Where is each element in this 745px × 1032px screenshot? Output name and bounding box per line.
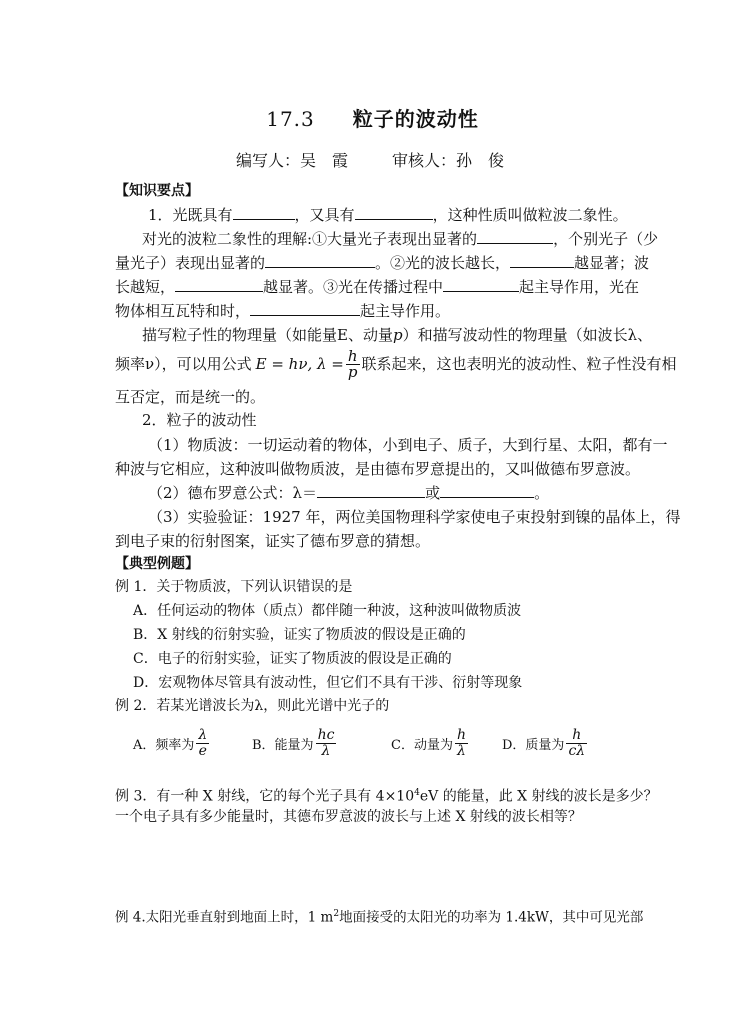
blank[interactable]	[233, 204, 295, 220]
matter-wave-line-2: 种波与它相应，这种波叫做物质波，是由德布罗意提出的，又叫做德布罗意波。	[115, 460, 641, 478]
fraction	[196, 728, 209, 759]
text: ，个别光子（少	[553, 230, 659, 248]
text: 例 3．有一种 X 射线，它的每个光子具有 4×10	[115, 788, 415, 805]
text: 起主导作用。	[360, 302, 451, 320]
text: ）和描写波动性的物理量（如波长λ、	[402, 326, 653, 344]
experiment-line-2: 到电子束的衍射图案，证实了德布罗意的猜想。	[115, 532, 431, 550]
text: 。②光的波长越长，	[375, 254, 511, 272]
option-label: A．频率为	[133, 738, 195, 753]
blank[interactable]	[265, 252, 375, 268]
formula: E = hν, λ =	[255, 354, 344, 373]
text: 例 4.太阳光垂直射到地面上时，1 m	[115, 909, 334, 926]
text: 。	[534, 484, 550, 502]
quantities-line-2	[115, 343, 677, 385]
text: 描写粒子性的物理量（如能量E、动量	[142, 326, 393, 344]
quantities-line-3: 互否定，而是统一的。	[115, 388, 266, 406]
numerator: h	[347, 346, 358, 365]
option-label: D．质量为	[502, 738, 565, 753]
blank[interactable]	[477, 228, 553, 244]
duality-line-2	[115, 252, 649, 275]
example-1-option-b[interactable]: B．X 射线的衍射实验，证实了物质波的假设是正确的	[133, 627, 466, 643]
text: eV 的能量，此 X 射线的波长是多少？	[419, 788, 658, 805]
wave-nature-heading: 2．粒子的波动性	[142, 411, 257, 429]
text: 地面接受的太阳光的功率为 1.4kW，其中可见光部	[339, 909, 644, 926]
section-examples-heading: 【典型例题】	[115, 556, 199, 572]
author-line	[236, 148, 504, 171]
text: 1．光既具有	[148, 206, 233, 224]
blank[interactable]	[317, 482, 425, 498]
numerator: hc	[317, 727, 335, 743]
denominator: cλ	[568, 743, 586, 759]
experiment-line-1: （3）实验验证：1927 年，两位美国物理科学家使电子束投射到镍的晶体上，得	[148, 508, 681, 526]
page-title	[0, 103, 745, 132]
example-1-option-d[interactable]: D．宏观物体尽管具有波动性，但它们不具有干涉、衍射等现象	[133, 675, 523, 691]
blank[interactable]	[510, 252, 574, 268]
example-1-option-a[interactable]: A．任何运动的物体（质点）都伴随一种波，这种波叫做物质波	[133, 603, 522, 619]
blank[interactable]	[355, 204, 433, 220]
text: 频率ν），可以用公式	[115, 354, 252, 373]
numerator: h	[566, 728, 587, 744]
text: 起主导作用，光在	[519, 278, 640, 296]
text: 越显著；波	[574, 254, 650, 272]
text: 对光的波粒二象性的理解:①大量光子表现出显著的	[142, 230, 478, 248]
fraction-h-over-p	[346, 346, 360, 381]
denominator: e	[198, 743, 207, 759]
text: 量光子）表现出显著的	[115, 254, 266, 272]
blank[interactable]	[443, 276, 519, 292]
denominator: p	[347, 362, 358, 381]
section-knowledge-heading: 【知识要点】	[115, 183, 199, 199]
denominator: λ	[321, 743, 331, 759]
matter-wave-line-1: （1）物质波：一切运动着的物体，小到电子、质子，大到行星、太阳，都有一	[148, 436, 668, 454]
duality-line-3	[115, 276, 639, 299]
text: 联系起来，这也表明光的波动性、粒子性没有相	[361, 354, 677, 373]
text: （2）德布罗意公式：λ＝	[148, 484, 318, 502]
numerator: h	[456, 727, 466, 743]
example-3-line-2: 一个电子具有多少能量时，其德布罗意波的波长与上述 X 射线的波长相等？	[115, 809, 582, 825]
de-broglie-formula-line	[148, 482, 549, 505]
fraction	[316, 728, 337, 759]
blank[interactable]	[175, 276, 263, 292]
example-1-question: 例 1．关于物质波，下列认识错误的是	[115, 579, 353, 595]
example-3-line-1	[115, 782, 658, 808]
duality-line-4	[115, 300, 450, 323]
duality-line-1	[142, 228, 658, 251]
option-label: B．能量为	[252, 738, 314, 753]
momentum-symbol: p	[392, 326, 403, 344]
exponent: 4	[414, 788, 420, 798]
knowledge-item-1	[148, 204, 628, 227]
text: 长越短，	[115, 278, 176, 296]
title-text: 粒子的波动性	[352, 107, 479, 131]
numerator: λ	[198, 727, 208, 743]
example-4-line-1	[115, 903, 643, 929]
fraction	[566, 728, 587, 759]
example-2-option-b[interactable]	[252, 728, 338, 759]
exponent: 2	[333, 909, 340, 919]
example-2-question: 例 2．若某光谱波长为λ，则此光谱中光子的	[115, 698, 390, 714]
text: 越显著。③光在传播过程中	[263, 278, 444, 296]
writer: 编写人：吴 霞	[236, 151, 349, 170]
text: ，又具有	[294, 206, 355, 224]
blank[interactable]	[250, 300, 360, 316]
fraction	[455, 728, 468, 759]
reviewer: 审核人：孙 俊	[392, 151, 505, 170]
example-2-option-c[interactable]	[391, 728, 470, 759]
blank[interactable]	[440, 482, 534, 498]
text: 物体相互瓦特和时，	[115, 302, 251, 320]
text: 或	[425, 484, 441, 502]
title-number: 17.3	[266, 107, 315, 131]
option-label: C．动量为	[391, 738, 453, 753]
text: ，这种性质叫做粒波二象性。	[432, 206, 628, 224]
example-2-option-a[interactable]	[133, 728, 211, 759]
example-1-option-c[interactable]: C．电子的衍射实验，证实了物质波的假设是正确的	[133, 651, 452, 667]
denominator: λ	[457, 743, 466, 759]
example-2-option-d[interactable]	[502, 728, 589, 759]
